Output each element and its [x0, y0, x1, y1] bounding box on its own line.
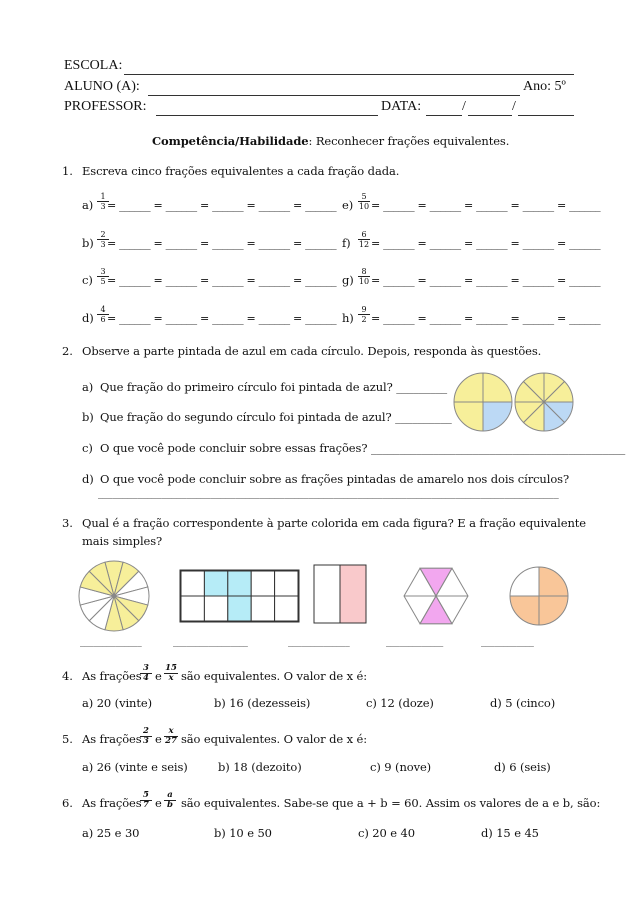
numerator: 2 [143, 726, 149, 736]
q1-item-letter: g) [342, 273, 354, 287]
numerator: 8 [361, 267, 367, 276]
q1-answer-blanks[interactable]: = ______ = ______ = ______ = ______ = ______ [107, 312, 337, 325]
twelfths-circle [79, 561, 149, 631]
q1-answer-blanks[interactable]: = ______ = ______ = ______ = ______ = ______ [107, 199, 337, 212]
pie-slice [539, 596, 568, 625]
numerator: 6 [361, 230, 367, 239]
q2d-text: O que você pode concluir sobre as frações pintadas de amarelo nos dois círculos? [100, 472, 570, 486]
denominator: 7 [140, 800, 152, 810]
q4-fraction-2 [164, 664, 178, 683]
q5-option-a[interactable]: a) 26 (vinte e seis) [82, 760, 188, 774]
q5-number: 5. [62, 732, 73, 746]
grid-cell [251, 571, 274, 596]
grid-cell [204, 571, 227, 596]
q5-fraction-2 [164, 727, 178, 746]
q3-answer-line[interactable]: ______________ [80, 637, 142, 647]
q2b-letter: b) [82, 410, 94, 424]
q5-option-d[interactable]: d) 6 (seis) [494, 760, 551, 774]
numerator: 3 [143, 663, 149, 673]
pie-slice [539, 567, 568, 596]
denominator: 2 [358, 314, 370, 324]
grid-cell [228, 571, 251, 596]
quarters-circle-orange [510, 567, 568, 625]
grid-cell [275, 596, 298, 621]
q4-option-d[interactable]: d) 5 (cinco) [490, 696, 556, 710]
numerator: 2 [100, 230, 106, 239]
q4-fraction-1 [140, 664, 152, 683]
denominator: 6 [97, 314, 109, 324]
grid-cell [204, 596, 227, 621]
q1-number: 1. [62, 164, 73, 178]
q3-answer-line[interactable]: ____________ [481, 637, 534, 647]
q6-text-before: As frações [82, 796, 142, 810]
grid-cell [228, 596, 251, 621]
q3-number: 3. [62, 516, 73, 530]
q1-item-letter: h) [342, 311, 354, 325]
q1-item-letter: a) [82, 198, 94, 212]
q3-statement-line2: mais simples? [82, 534, 163, 548]
q4-option-a[interactable]: a) 20 (vinte) [82, 696, 152, 710]
numerator: 1 [100, 192, 106, 201]
q2b-text: Que fração do segundo círculo foi pintada de azul? __________ [100, 410, 452, 424]
q4-option-c[interactable]: c) 12 (doze) [366, 696, 434, 710]
denominator: 5 [97, 276, 109, 286]
rect-half [314, 565, 340, 623]
denominator: b [164, 800, 176, 810]
numerator: 5 [143, 790, 149, 800]
halves-rectangle [314, 565, 366, 623]
denominator: 3 [97, 239, 109, 249]
q6-option-d[interactable]: d) 15 e 45 [481, 826, 539, 840]
q1-answer-blanks[interactable]: = ______ = ______ = ______ = ______ = ______ [107, 237, 337, 250]
denominator: 3 [140, 736, 152, 746]
denominator: 27 [165, 736, 177, 746]
ano-label: Ano: 5º [523, 79, 566, 94]
q4-text-before: As frações [82, 669, 142, 683]
numerator: 9 [361, 305, 367, 314]
q3-answer-line[interactable]: _________________ [173, 637, 248, 647]
q1-item-letter: e) [342, 198, 354, 212]
q2-number: 2. [62, 344, 73, 358]
grid-cell [275, 571, 298, 596]
q1-item-letter: b) [82, 236, 94, 250]
q1-answer-blanks[interactable]: = ______ = ______ = ______ = ______ = ______ [371, 312, 601, 325]
q5-option-b[interactable]: b) 18 (dezoito) [218, 760, 302, 774]
q5-option-c[interactable]: c) 9 (nove) [370, 760, 432, 774]
grid-cell [181, 596, 204, 621]
competencia-label: Competência/Habilidade [152, 134, 309, 148]
q5-text-before: As frações [82, 732, 142, 746]
q4-number: 4. [62, 669, 73, 683]
q5-text-after: são equivalentes. O valor de x é: [181, 732, 368, 746]
q2a-text: Que fração do primeiro círculo foi pintada de azul? _________ [100, 380, 448, 394]
q6-fraction-2 [164, 791, 176, 810]
numerator: a [167, 790, 173, 800]
competencia-text: : Reconhecer frações equivalentes. [308, 134, 510, 148]
q6-number: 6. [62, 796, 73, 810]
denominator: 3 [97, 201, 109, 211]
q1-statement: Escreva cinco frações equivalentes a cada fração dada. [82, 164, 400, 178]
denominator: 10 [358, 277, 370, 286]
q2d-letter: d) [82, 472, 94, 486]
aluno-label: ALUNO (A): [64, 79, 140, 94]
denominator: x [164, 673, 178, 683]
q3-answer-line[interactable]: _____________ [386, 637, 444, 647]
grid-cell [251, 596, 274, 621]
q6-fraction-1 [140, 791, 152, 810]
q6-option-a[interactable]: a) 25 e 30 [82, 826, 140, 840]
numerator: 3 [100, 267, 106, 276]
numerator: 15 [165, 663, 177, 673]
q1-answer-blanks[interactable]: = ______ = ______ = ______ = ______ = ______ [107, 274, 337, 287]
q2d-answer-line[interactable]: ______________________________________________________________________________________________ [98, 488, 559, 499]
q1-answer-blanks[interactable]: = ______ = ______ = ______ = ______ = ______ [371, 274, 601, 287]
escola-label: ESCOLA: [64, 58, 123, 73]
q1-answer-blanks[interactable]: = ______ = ______ = ______ = ______ = ______ [371, 199, 601, 212]
q6-option-c[interactable]: c) 20 e 40 [358, 826, 415, 840]
professor-label: PROFESSOR: [64, 99, 147, 114]
q5-conj: e [155, 732, 162, 746]
data-slash: / [512, 99, 516, 114]
denominator: 12 [358, 240, 370, 249]
q2c-text: O que você pode concluir sobre essas frações? _____________________________________________ [100, 441, 626, 455]
q2-statement: Observe a parte pintada de azul em cada círculo. Depois, responda às questões. [82, 344, 542, 358]
q6-text-after: são equivalentes. Sabe-se que a + b = 60. Assim os valores de a e b, são: [181, 796, 601, 810]
pie-slice [510, 596, 539, 625]
q3-answer-line[interactable]: ______________ [288, 637, 350, 647]
rect-half [340, 565, 366, 623]
q2a-letter: a) [82, 380, 94, 394]
denominator: 10 [358, 202, 370, 211]
numerator: 5 [361, 192, 367, 201]
data-slash: / [462, 99, 466, 114]
q3-statement-line1: Qual é a fração correspondente à parte colorida em cada figura? E a fração equivalente [82, 516, 587, 530]
q4-conj: e [155, 669, 162, 683]
pie-slice [510, 567, 539, 596]
denominator: 4 [140, 673, 152, 683]
grid-rectangle [180, 570, 299, 622]
q1-item-letter: f) [342, 236, 351, 250]
numerator: x [168, 726, 174, 736]
grid-cell [181, 571, 204, 596]
q1-answer-blanks[interactable]: = ______ = ______ = ______ = ______ = ______ [371, 237, 601, 250]
q6-conj: e [155, 796, 162, 810]
hexagon [404, 568, 468, 623]
q5-fraction-1 [140, 727, 152, 746]
q4-text-after: são equivalentes. O valor de x é: [181, 669, 368, 683]
q1-item-letter: c) [82, 273, 93, 287]
numerator: 4 [100, 305, 106, 314]
q2c-letter: c) [82, 441, 93, 455]
data-label: DATA: [381, 99, 422, 114]
q4-option-b[interactable]: b) 16 (dezesseis) [214, 696, 311, 710]
q6-option-b[interactable]: b) 10 e 50 [214, 826, 272, 840]
q1-item-letter: d) [82, 311, 94, 325]
